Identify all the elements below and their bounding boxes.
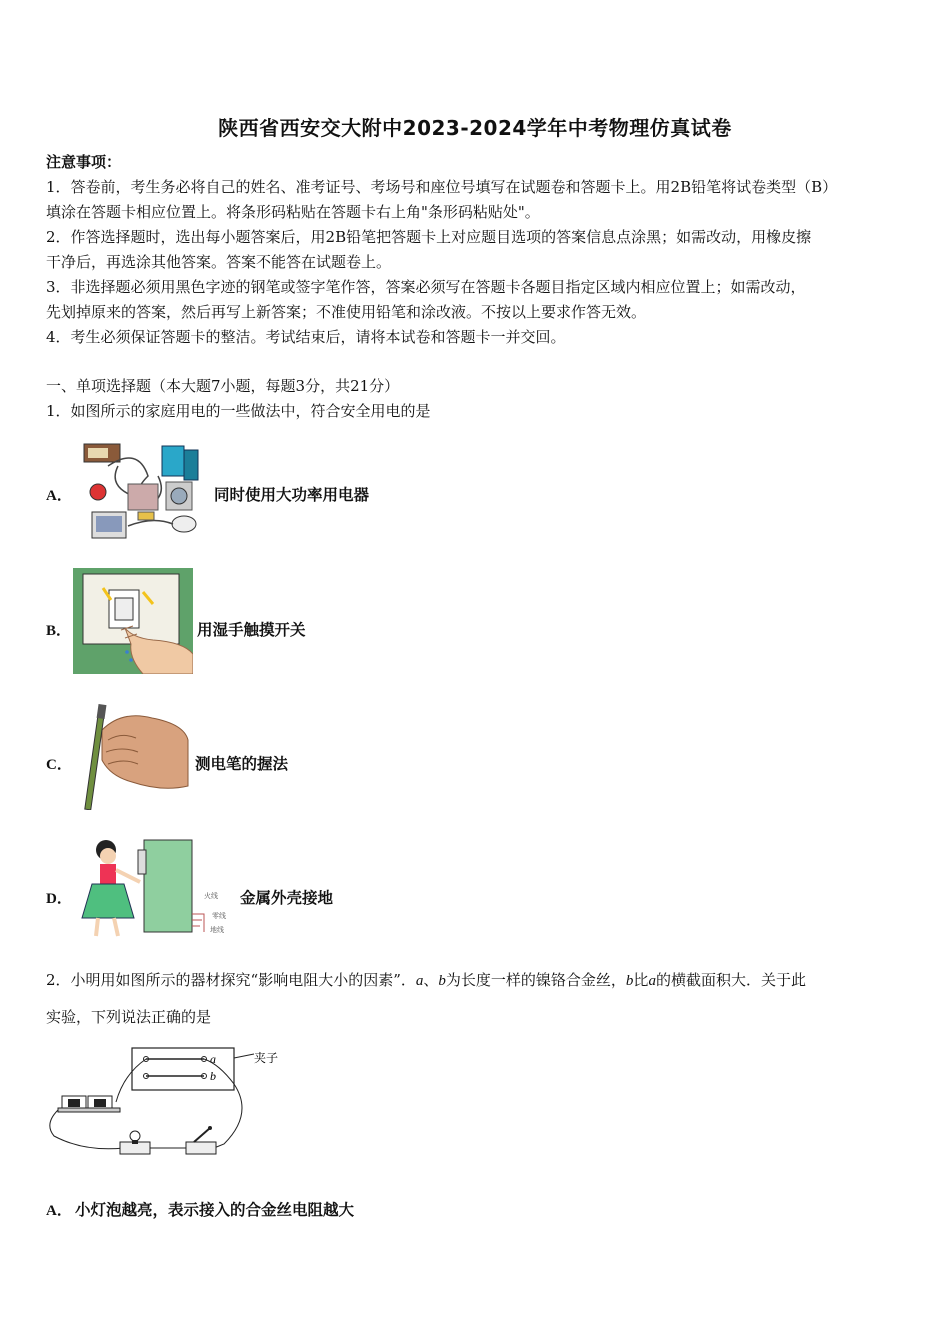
wet-hand-switch-figure (73, 568, 193, 674)
notice-line: 填涂在答题卡相应位置上。将条形码粘贴在答题卡右上角"条形码粘贴处"。 (46, 203, 540, 221)
option-letter: A． (46, 1203, 72, 1219)
option-letter: D． (46, 891, 72, 907)
page-title: 陕西省西安交大附中2023-2024学年中考物理仿真试卷 (218, 116, 732, 140)
question-1-stem: 1．如图所示的家庭用电的一些做法中，符合安全用电的是 (46, 402, 431, 420)
notice-line: 2．作答选择题时，选出每小题答案后，用2B铅笔把答题卡上对应题目选项的答案信息点涂黑；如需改动，用橡皮擦 (46, 228, 812, 246)
wire-b-label: b (210, 1069, 216, 1083)
option-text: 金属外壳接地 (240, 888, 334, 907)
notice-line: 干净后，再选涂其他答案。答案不能答在试题卷上。 (46, 253, 392, 271)
option-text: 同时使用大功率用电器 (214, 485, 370, 504)
live-wire-label: 火线 (204, 892, 218, 900)
option-text: 小灯泡越亮，表示接入的合金丝电阻越大 (75, 1200, 355, 1219)
section-heading: 一、单项选择题（本大题7小题，每题3分，共21分） (46, 377, 400, 395)
option-letter: A． (46, 488, 72, 504)
question-2-stem-line1: 2．小明用如图所示的器材探究“影响电阻大小的因素”．a、b为长度一样的镍铬合金丝，b比a的横截面积大．关于此 (46, 971, 806, 989)
appliances-figure (78, 436, 208, 544)
notice-line: 4．考生必须保证答题卡的整洁。考试结束后，请将本试卷和答题卡一并交回。 (46, 328, 566, 346)
notice-line: 3．非选择题必须用黑色字迹的钢笔或签字笔作答，答案必须写在答题卡各题目指定区域内相应位置上；如需改动， (46, 278, 806, 296)
test-pen-grip-figure (72, 700, 190, 810)
option-letter: B． (46, 623, 72, 639)
neutral-wire-label: 零线 (212, 912, 226, 920)
option-text: 用湿手触摸开关 (197, 620, 306, 639)
grounded-appliance-figure (78, 836, 238, 940)
clip-label: 夹子 (254, 1051, 279, 1065)
option-text: 测电笔的握法 (195, 754, 289, 773)
wire-a-label: a (210, 1052, 216, 1066)
circuit-figure (44, 1044, 294, 1162)
notice-heading: 注意事项： (46, 153, 122, 171)
notice-line: 1．答卷前，考生务必将自己的姓名、准考证号、考场号和座位号填写在试题卷和答题卡上。用2B铅笔将试卷类型（B） (46, 178, 838, 196)
notice-line: 先划掉原来的答案，然后再写上新答案；不准使用铅笔和涂改液。不按以上要求作答无效。 (46, 303, 647, 321)
option-letter: C． (46, 757, 72, 773)
question-2-stem-line2: 实验，下列说法正确的是 (46, 1008, 212, 1026)
ground-wire-label: 地线 (210, 926, 224, 934)
